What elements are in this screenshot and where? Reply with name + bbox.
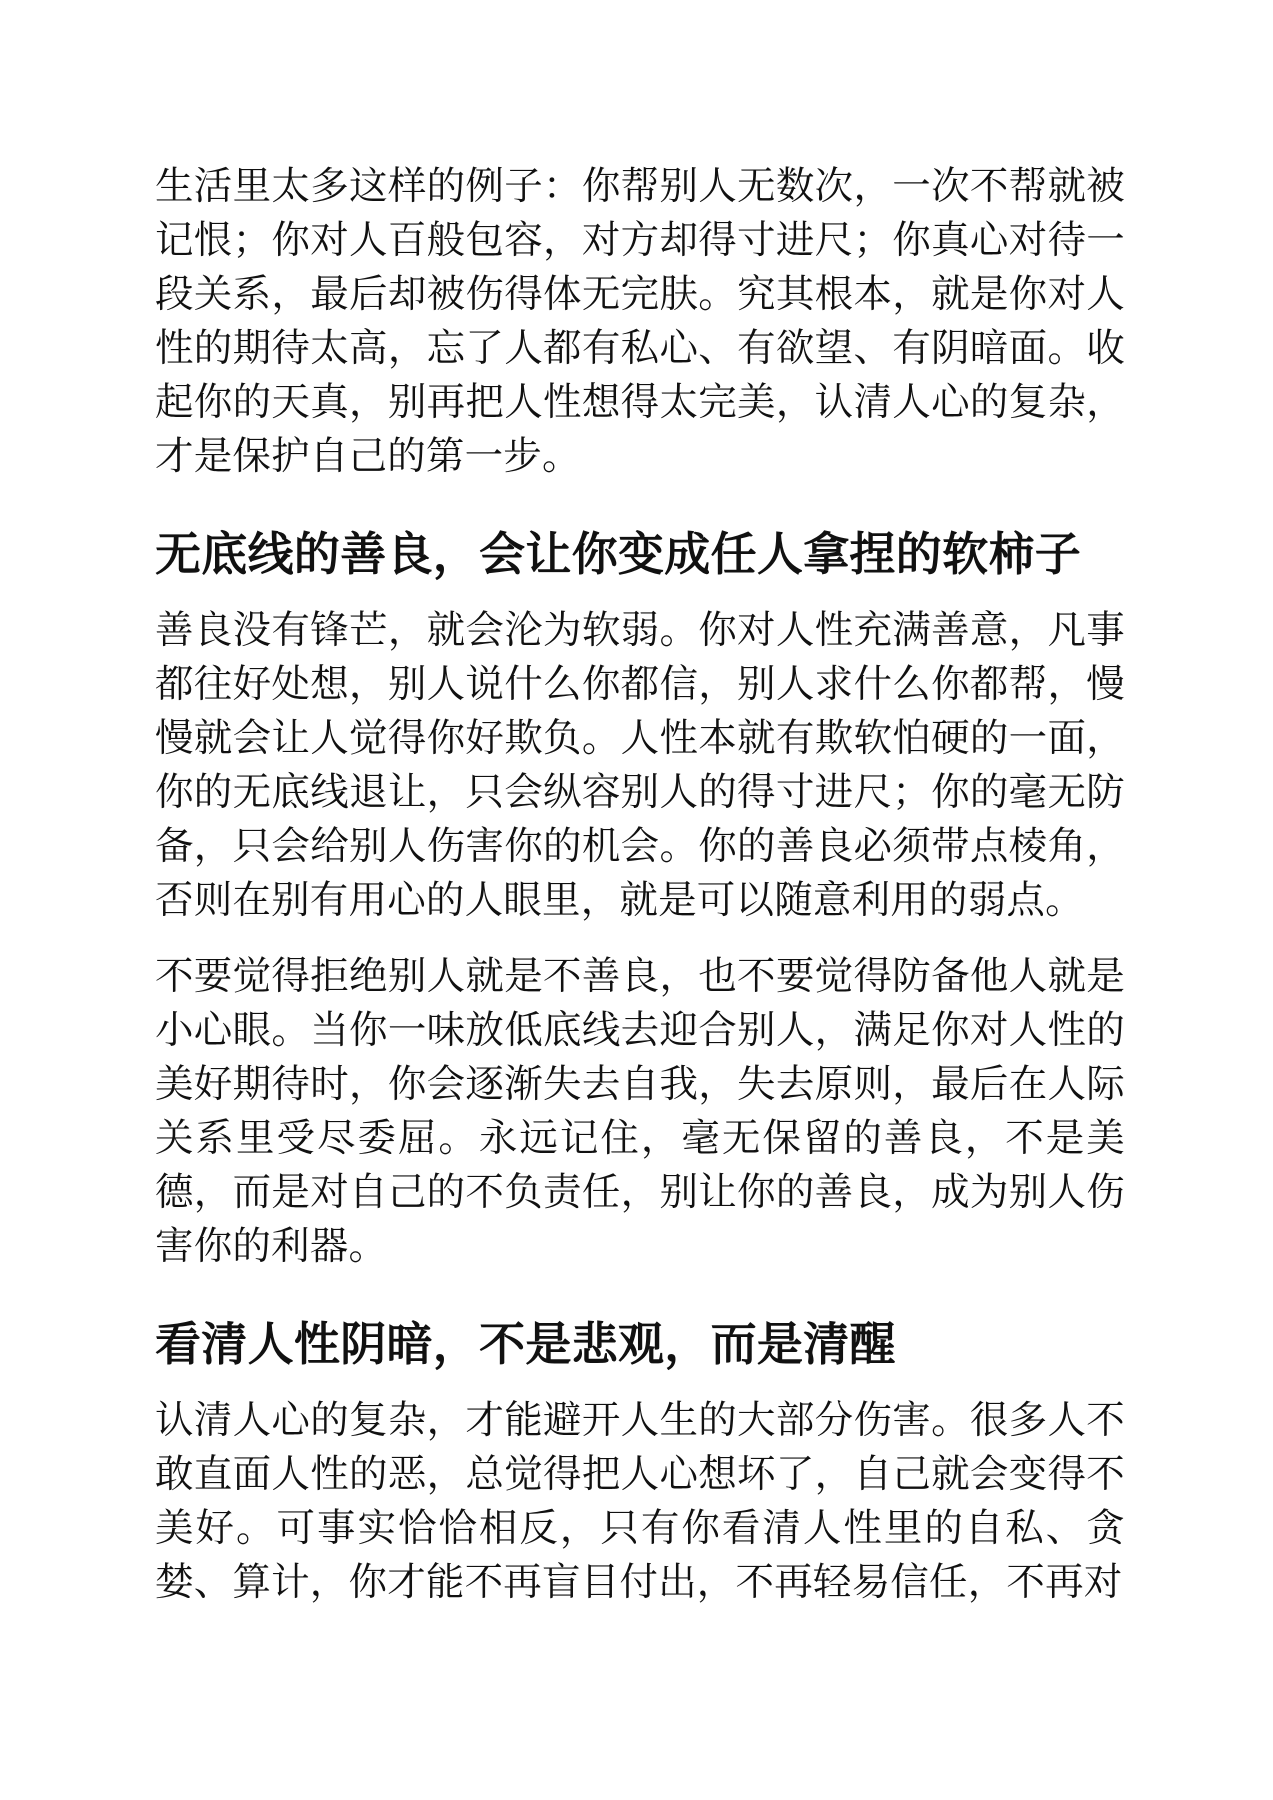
body-paragraph: 认清人心的复杂，才能避开人生的大部分伤害。很多人不敢直面人性的恶，总觉得把人心想坏了，自己就会变得不美好。可事实恰恰相反，只有你看清人性里的自私、贪婪、算计，你才能不再盲目付出，不再轻易信任，不再对 [155, 1398, 1125, 1605]
document-page [155, 160, 1125, 1610]
section-heading: 看清人性阴暗，不是悲观，而是清醒 [155, 1317, 896, 1371]
body-paragraph: 善良没有锋芒，就会沦为软弱。你对人性充满善意，凡事都往好处想，别人说什么你都信，别人求什么你都帮，慢慢就会让人觉得你好欺负。人性本就有欺软怕硬的一面，你的无底线退让，只会纵容别人的得寸进尺；你的毫无防备，只会给别人伤害你的机会。你的善良必须带点棱角，否则在别有用心的人眼里，就是可以随意利用的弱点。 [155, 608, 1125, 923]
body-paragraph: 不要觉得拒绝别人就是不善良，也不要觉得防备他人就是小心眼。当你一味放低底线去迎合别人，满足你对人性的美好期待时，你会逐渐失去自我，失去原则，最后在人际关系里受尽委屈。永远记住，毫无保留的善良，不是美德，而是对自己的不负责任，别让你的善良，成为别人伤害你的利器。 [155, 954, 1125, 1269]
body-paragraph: 生活里太多这样的例子：你帮别人无数次，一次不帮就被记恨；你对人百般包容，对方却得寸进尺；你真心对待一段关系，最后却被伤得体无完肤。究其根本，就是你对人性的期待太高，忘了人都有私心、有欲望、有阴暗面。收起你的天真，别再把人性想得太完美，认清人心的复杂，才是保护自己的第一步。 [155, 164, 1125, 479]
section-heading: 无底线的善良，会让你变成任人拿捏的软柿子 [155, 527, 1081, 581]
